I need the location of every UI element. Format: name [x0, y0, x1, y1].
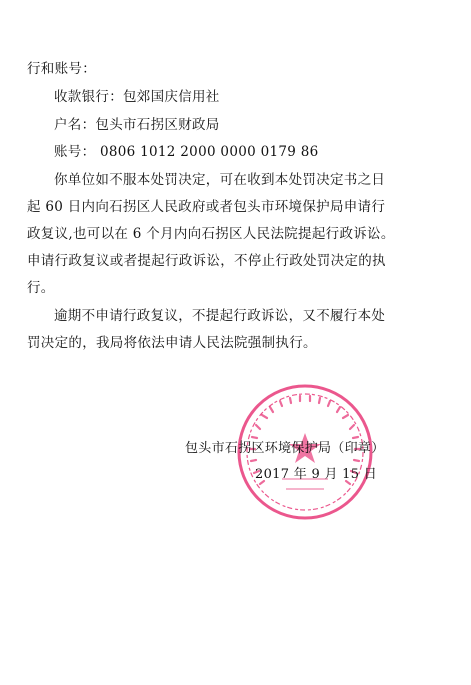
- account-number: 账号： 0806 1012 2000 0000 0179 86: [54, 144, 319, 160]
- issue-date: 2017 年 9 月 15 日: [255, 467, 378, 482]
- bank-name: 收款银行：包郊国庆信用社: [54, 89, 220, 105]
- appeal-paragraph-line: 政复议,也可以在 6 个月内向石拐区人民法院提起行政诉讼。: [27, 226, 395, 242]
- appeal-paragraph-line: 申请行政复议或者提起行政诉讼，不停止行政处罚决定的执: [27, 253, 386, 269]
- bank-info-intro: 行和账号：: [27, 61, 96, 77]
- appeal-paragraph-line: 起 60 日内向石拐区人民政府或者包头市环境保护局申请行: [27, 199, 386, 215]
- enforcement-paragraph-line: 罚决定的，我局将依法申请人民法院强制执行。: [27, 335, 317, 351]
- account-name: 户名：包头市石拐区财政局: [54, 117, 220, 133]
- appeal-paragraph-line: 行。: [27, 280, 55, 296]
- appeal-paragraph-line: 你单位如不服本处罚决定，可在收到本处罚决定书之日: [54, 172, 386, 188]
- enforcement-paragraph-line: 逾期不申请行政复议，不提起行政诉讼，又不履行本处: [54, 308, 386, 324]
- issuer-signature: 包头市石拐区环境保护局（印章）: [185, 441, 385, 456]
